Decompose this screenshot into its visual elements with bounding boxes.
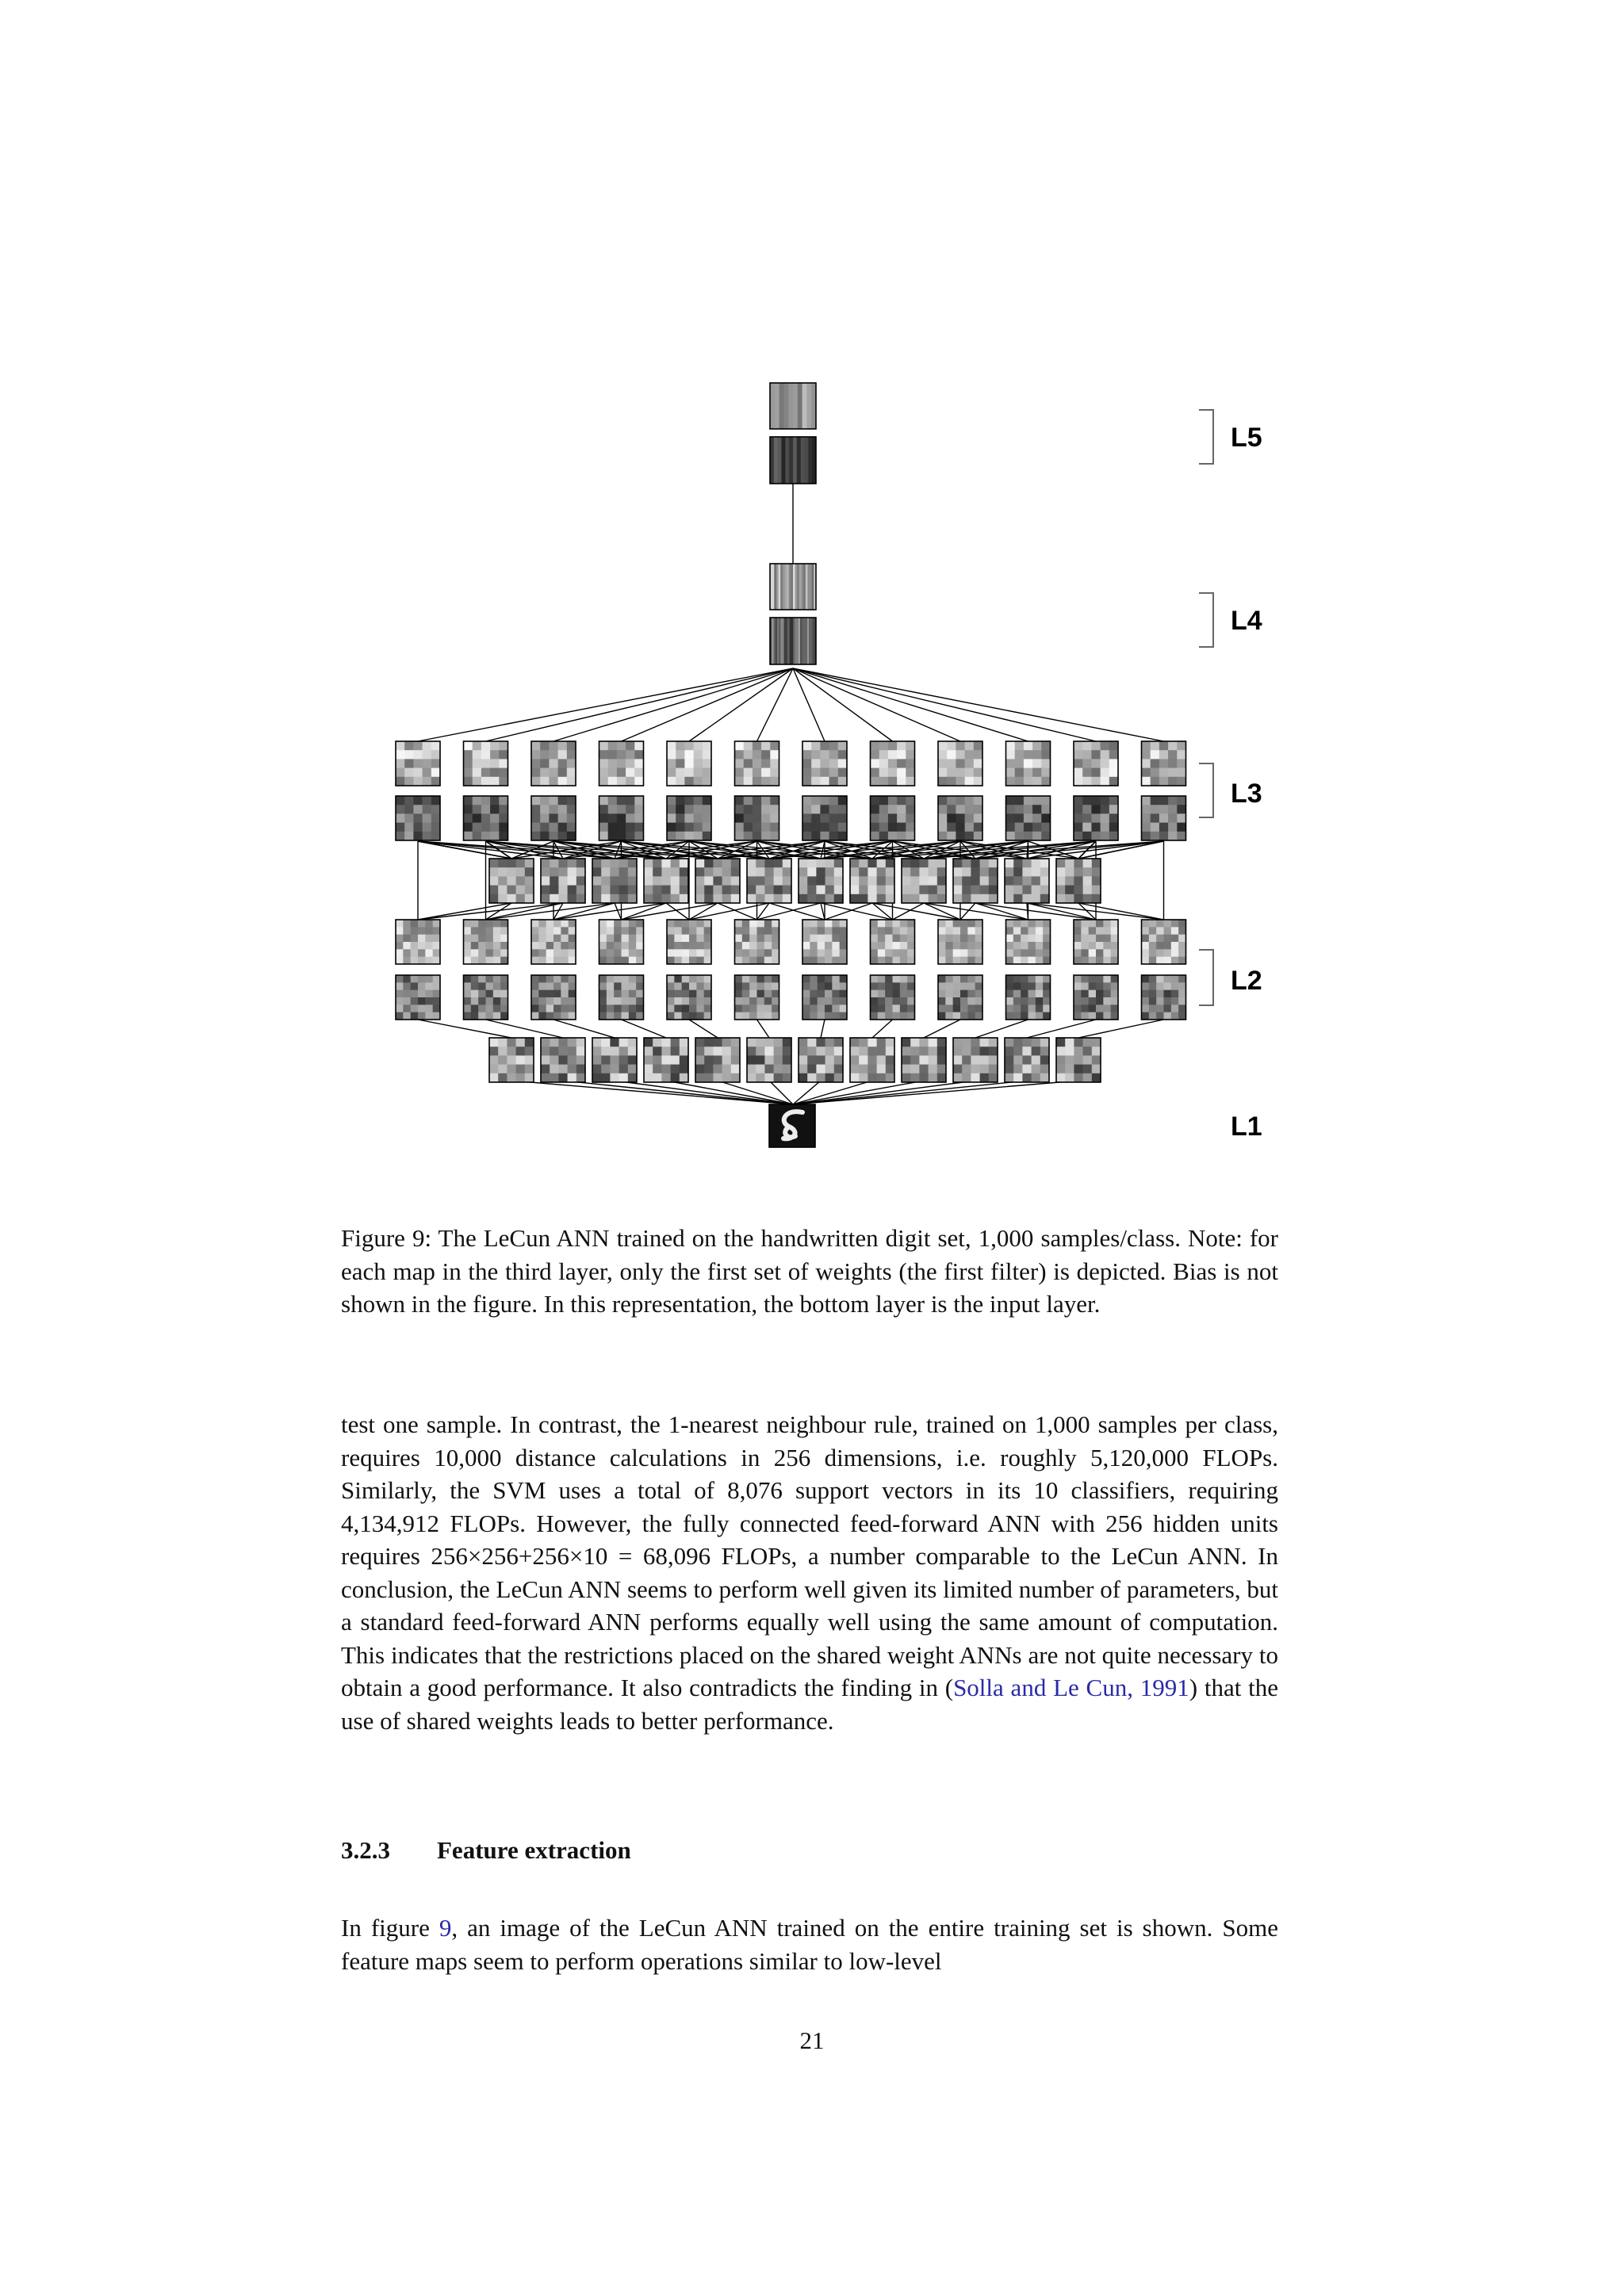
l3-map-bottom-4: [667, 796, 711, 840]
l5-unit-a: [770, 383, 816, 429]
filter-map-4: [695, 859, 740, 903]
l2-map-bottom-9: [1006, 975, 1051, 1020]
l3-map-top-5: [735, 741, 779, 786]
l3-map-top-6: [802, 741, 847, 786]
l2-map-bottom-10: [1074, 975, 1118, 1020]
paragraph-text: test one sample. In contrast, the 1-nearest neighbour rule, trained on 1,000 samples per class, requires 10,000 distance calculations in 256 dimensions, i.e. roughly 5,120,000 FLOPs. Similarly, the SVM uses a total of 8,076 support vectors in its 10 classifiers, requiring 4,134,912 FLOPs. However, the fully connected feed-forward ANN with 256 hidden units requires 256×256+256×10 = 68,096 FLOPs, a number comparable to the LeCun ANN. In conclusion, the LeCun ANN seems to perform well given its limited number of parameters, but a standard feed-forward ANN performs equally well using the same amount of computation. This indicates that the restrictions placed on the shared weight ANNs are not quite necessary to obtain a good performance. It also contradicts the finding in (: [341, 1410, 1278, 1701]
l2-map-top-7: [871, 920, 915, 964]
body-paragraph-1: [341, 1408, 1278, 1737]
input-digit-image: [769, 1104, 815, 1147]
l2-map-bottom-0: [396, 975, 440, 1020]
citation-link[interactable]: Solla and Le Cun, 1991: [953, 1674, 1189, 1701]
l2-map-bottom-11: [1142, 975, 1186, 1020]
l2-map-top-8: [938, 920, 982, 964]
paragraph-text: ) that the use of shared weights leads to better performance.: [341, 1674, 1278, 1735]
l3-map-bottom-0: [396, 796, 440, 840]
l2-map-top-5: [735, 920, 779, 964]
filter-map-1: [541, 859, 585, 903]
l3-map-top-3: [599, 741, 644, 786]
l4-unit-a: [770, 564, 816, 610]
l3-map-bottom-7: [871, 796, 915, 840]
filter-map-5: [747, 859, 791, 903]
figure-caption-text: Figure 9: The LeCun ANN trained on the handwritten digit set, 1,000 samples/class. Note: for each map in the third layer, only the first set of weights (the first filter) is depicted. Bias is not shown in the figure. In this representation, the bottom layer is the input layer.: [341, 1224, 1278, 1318]
l5-unit-b: [770, 437, 816, 484]
layer-label-l1: L1: [1231, 1112, 1262, 1142]
l2-map-bottom-3: [599, 975, 644, 1020]
l2-map-bottom-7: [871, 975, 915, 1020]
filter-map-7: [850, 859, 894, 903]
l3-map-top-0: [396, 741, 440, 786]
figure-link[interactable]: 9: [439, 1914, 452, 1942]
layer-label-l3: L3: [1231, 779, 1262, 809]
l3-map-bottom-10: [1074, 796, 1118, 840]
l3-map-bottom-1: [464, 796, 508, 840]
l1-filter-8: [902, 1038, 946, 1082]
l3-map-top-10: [1074, 741, 1118, 786]
l3-map-top-1: [464, 741, 508, 786]
l3-map-top-2: [531, 741, 576, 786]
filter-map-11: [1056, 859, 1101, 903]
l1-filter-11: [1056, 1038, 1101, 1082]
figure-caption: [341, 1222, 1278, 1321]
l1-filter-2: [592, 1038, 637, 1082]
l3-map-bottom-9: [1006, 796, 1051, 840]
l2-map-top-9: [1006, 920, 1051, 964]
l2-map-bottom-5: [735, 975, 779, 1020]
page-number: 21: [799, 2026, 825, 2054]
filter-map-9: [953, 859, 998, 903]
filter-map-6: [799, 859, 843, 903]
l2-map-bottom-1: [464, 975, 508, 1020]
l3-map-top-11: [1142, 741, 1186, 786]
l3-map-top-7: [871, 741, 915, 786]
layer-labels: [1231, 423, 1262, 1142]
paragraph-text: , an image of the LeCun ANN trained on the entire training set is shown. Some feature maps seem to perform operations similar to low-level: [341, 1914, 1278, 1975]
section-title: Feature extraction: [437, 1836, 631, 1864]
l1-filter-3: [644, 1038, 688, 1082]
l3-map-bottom-3: [599, 796, 644, 840]
l2-map-top-2: [531, 920, 576, 964]
l2-map-top-3: [599, 920, 644, 964]
l2-map-top-4: [667, 920, 711, 964]
filter-map-0: [489, 859, 534, 903]
l2-map-bottom-8: [938, 975, 982, 1020]
l3-map-bottom-11: [1142, 796, 1186, 840]
layer-brackets: [1199, 410, 1213, 1005]
l3-map-top-4: [667, 741, 711, 786]
l1-filter-6: [799, 1038, 843, 1082]
l3-map-top-8: [938, 741, 982, 786]
l2-map-top-1: [464, 920, 508, 964]
filter-map-8: [902, 859, 946, 903]
filter-map-10: [1005, 859, 1049, 903]
l3-map-bottom-2: [531, 796, 576, 840]
paragraph-text: In figure: [341, 1914, 439, 1942]
filter-map-2: [592, 859, 637, 903]
l1-filter-1: [541, 1038, 585, 1082]
l1-filter-5: [747, 1038, 791, 1082]
layer-label-l5: L5: [1231, 423, 1262, 453]
l3-map-bottom-8: [938, 796, 982, 840]
l2-map-top-6: [802, 920, 847, 964]
l1-filter-4: [695, 1038, 740, 1082]
l2-map-bottom-4: [667, 975, 711, 1020]
section-heading: [341, 1836, 631, 1865]
l1-filter-9: [953, 1038, 998, 1082]
l4-unit-b: [770, 618, 816, 664]
l2-map-bottom-6: [802, 975, 847, 1020]
l3-map-bottom-5: [735, 796, 779, 840]
layer-label-l4: L4: [1231, 606, 1262, 636]
l3-map-top-9: [1006, 741, 1051, 786]
l2-map-top-11: [1142, 920, 1186, 964]
filter-map-3: [644, 859, 688, 903]
l2-map-top-0: [396, 920, 440, 964]
l3-map-bottom-6: [802, 796, 847, 840]
section-number: 3.2.3: [341, 1836, 390, 1864]
l1-filter-0: [489, 1038, 534, 1082]
layer-label-l2: L2: [1231, 966, 1262, 996]
feature-maps: [396, 383, 1186, 1147]
body-paragraph-2: [341, 1887, 1278, 2002]
l2-map-top-10: [1074, 920, 1118, 964]
l1-filter-7: [850, 1038, 894, 1082]
l1-filter-10: [1005, 1038, 1049, 1082]
l2-map-bottom-2: [531, 975, 576, 1020]
